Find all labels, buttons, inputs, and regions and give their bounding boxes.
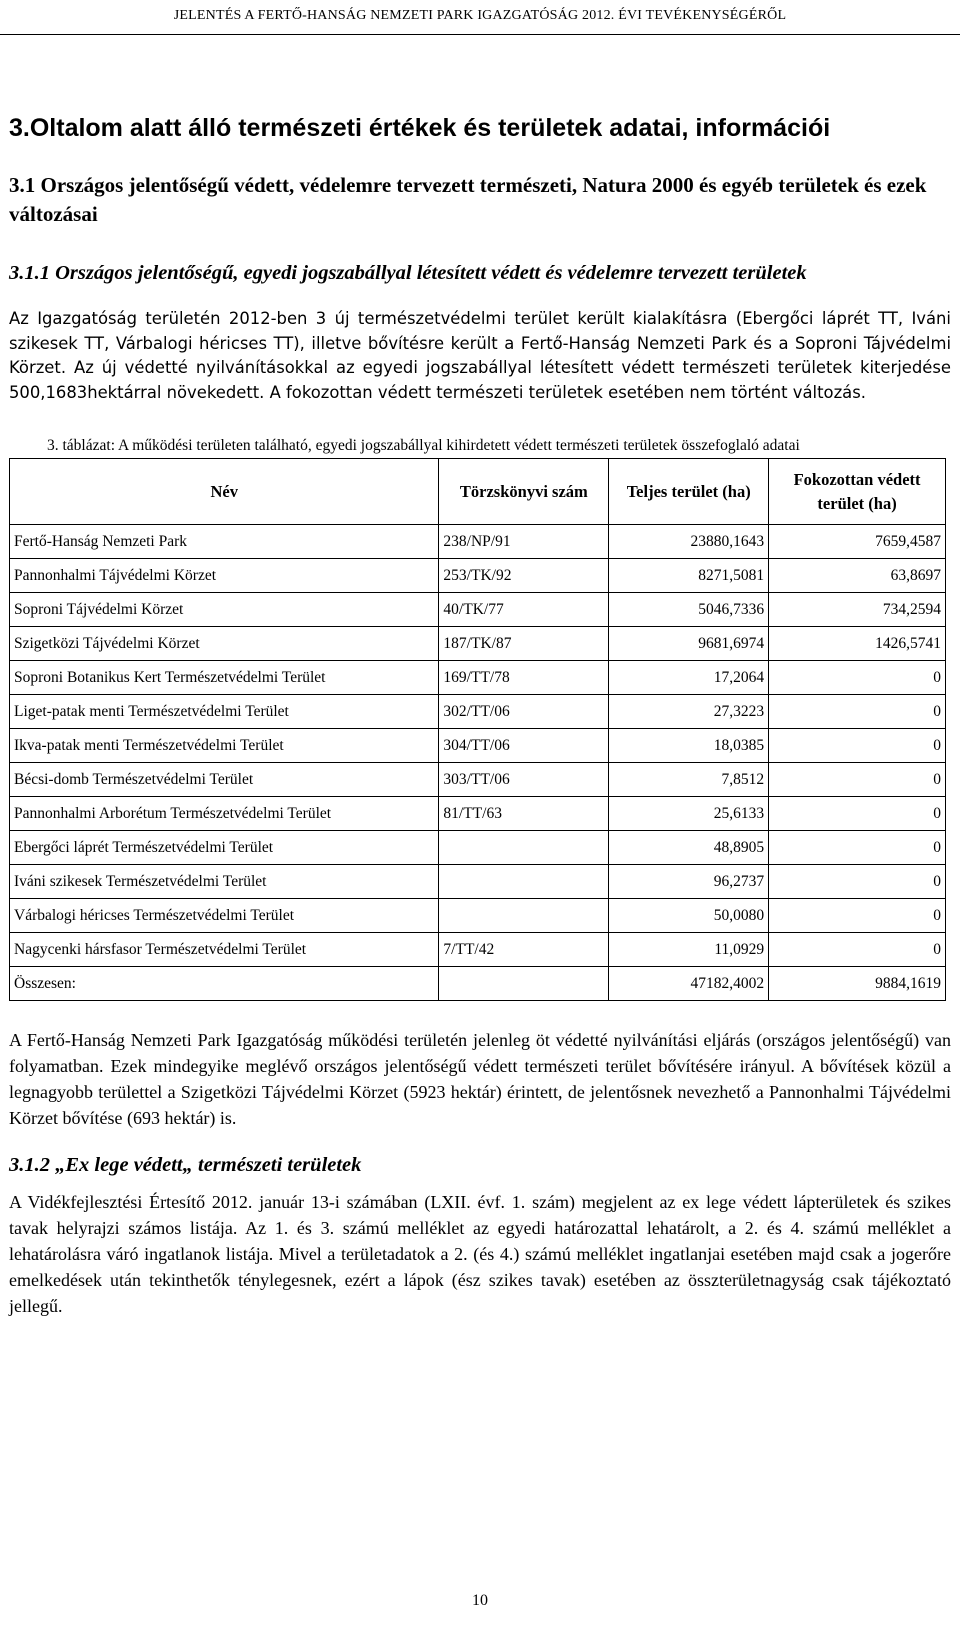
cell-registry: 302/TT/06: [439, 695, 609, 729]
subsection-heading: 3.1 Országos jelentőségű védett, védelemre tervezett természeti, Natura 2000 és egyéb területek és ezek változásai: [9, 173, 927, 226]
protected-areas-table: [9, 458, 946, 1001]
cell-total-area: 23880,1643: [609, 525, 769, 559]
cell-strict-area: 0: [769, 661, 946, 695]
cell-strict-area: 0: [769, 831, 946, 865]
cell-total-area: 8271,5081: [609, 559, 769, 593]
cell-strict-area: 0: [769, 865, 946, 899]
cell-total-area: 25,6133: [609, 797, 769, 831]
table-row: [10, 559, 946, 593]
column-header-total-area: Teljes terület (ha): [609, 459, 769, 525]
cell-strict-area: 63,8697: [769, 559, 946, 593]
total-label: Összesen:: [10, 967, 439, 1001]
table-body: [10, 525, 946, 1001]
cell-total-area: 50,0080: [609, 899, 769, 933]
cell-total-area: 5046,7336: [609, 593, 769, 627]
column-header-name: Név: [10, 459, 439, 525]
table-row: [10, 593, 946, 627]
cell-total-area: 9681,6974: [609, 627, 769, 661]
cell-registry: 304/TT/06: [439, 729, 609, 763]
cell-total-area: 48,8905: [609, 831, 769, 865]
cell-registry: 7/TT/42: [439, 933, 609, 967]
page-content: [9, 112, 951, 1319]
table-row: [10, 797, 946, 831]
table-header-row: [10, 459, 946, 525]
cell-registry: 169/TT/78: [439, 661, 609, 695]
cell-name: Várbalogi héricses Természetvédelmi Terület: [10, 899, 439, 933]
cell-registry: [439, 865, 609, 899]
cell-strict-area: 0: [769, 763, 946, 797]
cell-strict-area: 0: [769, 933, 946, 967]
paragraph-after-table: A Fertő-Hanság Nemzeti Park Igazgatóság működési területén jelenleg öt védetté nyilvánítási eljárás (országos jelentőségű) van folyamatban. Ezek mindegyike meglévő országos jelentőségű védett természeti terület bővítésére irányul. A bővítések közül a legnagyobb területtel a Szigetközi Tájvédelmi Körzet (5923 hektár) érintett, de jelentősnek nevezhető a Pannonhalmi Tájvédelmi Körzet bővítése (693 hektár) is.: [9, 1030, 951, 1128]
cell-strict-area: 1426,5741: [769, 627, 946, 661]
cell-name: Liget-patak menti Természetvédelmi Terület: [10, 695, 439, 729]
cell-total-area: 7,8512: [609, 763, 769, 797]
subsubsection-heading: 3.1.1 Országos jelentőségű, egyedi jogszabállyal létesített védett és védelemre tervezett területek: [9, 262, 807, 284]
table-caption: 3. táblázat: A működési területen található, egyedi jogszabállyal kihirdetett védett természeti területek összefoglaló adatai: [47, 437, 800, 454]
table-row: [10, 865, 946, 899]
final-paragraph: A Vidékfejlesztési Értesítő 2012. január 13-i számában (LXII. évf. 1. szám) megjelent az ex lege védett lápterületek és szikes tavak helyrajzi számos listája. Az 1. és 3. számú melléklet az egyedi határozattal lehatárolt, a 2. és 4. számú melléklet a lehatárolásra váró ingatlanok listája. Mivel a területadatok a 2. (és 4.) számú melléklet ingatlanjai esetében majd csak a jogerőre emelkedések után tekinthetők ténylegesnek, ezért a lápok (ész szikes tavak) esetében az összterületnagyság csak tájékoztató jellegű.: [9, 1192, 951, 1316]
table-total-row: [10, 967, 946, 1001]
table-row: [10, 729, 946, 763]
cell-registry: 187/TK/87: [439, 627, 609, 661]
cell-name: Soproni Tájvédelmi Körzet: [10, 593, 439, 627]
cell-total-area: 17,2064: [609, 661, 769, 695]
table-row: [10, 933, 946, 967]
cell-strict-area: 734,2594: [769, 593, 946, 627]
cell-name: Iváni szikesek Természetvédelmi Terület: [10, 865, 439, 899]
cell-registry: [439, 831, 609, 865]
cell-name: Ikva-patak menti Természetvédelmi Terület: [10, 729, 439, 763]
column-header-registry: Törzskönyvi szám: [439, 459, 609, 525]
cell-total-area: 27,3223: [609, 695, 769, 729]
total-area: 47182,4002: [609, 967, 769, 1001]
section-heading: 3.Oltalom alatt álló természeti értékek és területek adatai, információi: [9, 114, 831, 142]
page-number: 10: [472, 1592, 488, 1609]
cell-total-area: 18,0385: [609, 729, 769, 763]
cell-name: Fertő-Hanság Nemzeti Park: [10, 525, 439, 559]
table-row: [10, 831, 946, 865]
total-registry: [439, 967, 609, 1001]
subsubsection-heading-2: 3.1.2 „Ex lege védett„ természeti területek: [9, 1154, 362, 1176]
cell-registry: 303/TT/06: [439, 763, 609, 797]
cell-strict-area: 0: [769, 797, 946, 831]
column-header-strict-area: Fokozottan védett terület (ha): [769, 459, 946, 525]
cell-name: Pannonhalmi Tájvédelmi Körzet: [10, 559, 439, 593]
cell-name: Szigetközi Tájvédelmi Körzet: [10, 627, 439, 661]
table-row: [10, 627, 946, 661]
cell-strict-area: 0: [769, 899, 946, 933]
cell-name: Soproni Botanikus Kert Természetvédelmi Terület: [10, 661, 439, 695]
cell-registry: 253/TK/92: [439, 559, 609, 593]
table-row: [10, 899, 946, 933]
table-row: [10, 763, 946, 797]
table-row: [10, 695, 946, 729]
cell-registry: 40/TK/77: [439, 593, 609, 627]
table-row: [10, 661, 946, 695]
cell-name: Pannonhalmi Arborétum Természetvédelmi Terület: [10, 797, 439, 831]
cell-registry: 238/NP/91: [439, 525, 609, 559]
cell-strict-area: 0: [769, 695, 946, 729]
cell-registry: [439, 899, 609, 933]
cell-name: Ebergőci láprét Természetvédelmi Terület: [10, 831, 439, 865]
cell-strict-area: 7659,4587: [769, 525, 946, 559]
running-header: JELENTÉS A FERTŐ-HANSÁG NEMZETI PARK IGAZGATÓSÁG 2012. ÉVI TEVÉKENYSÉGÉRŐL: [173, 8, 787, 23]
cell-registry: 81/TT/63: [439, 797, 609, 831]
cell-name: Bécsi-domb Természetvédelmi Terület: [10, 763, 439, 797]
total-strict-area: 9884,1619: [769, 967, 946, 1001]
cell-total-area: 11,0929: [609, 933, 769, 967]
cell-total-area: 96,2737: [609, 865, 769, 899]
table-row: [10, 525, 946, 559]
header-divider: [0, 34, 960, 35]
cell-name: Nagycenki hársfasor Természetvédelmi Terület: [10, 933, 439, 967]
cell-strict-area: 0: [769, 729, 946, 763]
intro-paragraph: Az Igazgatóság területén 2012-ben 3 új természetvédelmi terület került kialakításra (Ebergőci láprét TT, Iváni szikesek TT, Várbalogi héricses TT), illetve bővítésre került a Fertő-Hanság Nemzeti Park és a Soproni Tájvédelmi Körzet. Az új védetté nyilvánításokkal az egyedi jogszabállyal létesített védett természeti területek kiterjedése 500,1683hektárral növekedett. A fokozottan védett természeti területek esetében nem történt változás.: [9, 309, 951, 402]
